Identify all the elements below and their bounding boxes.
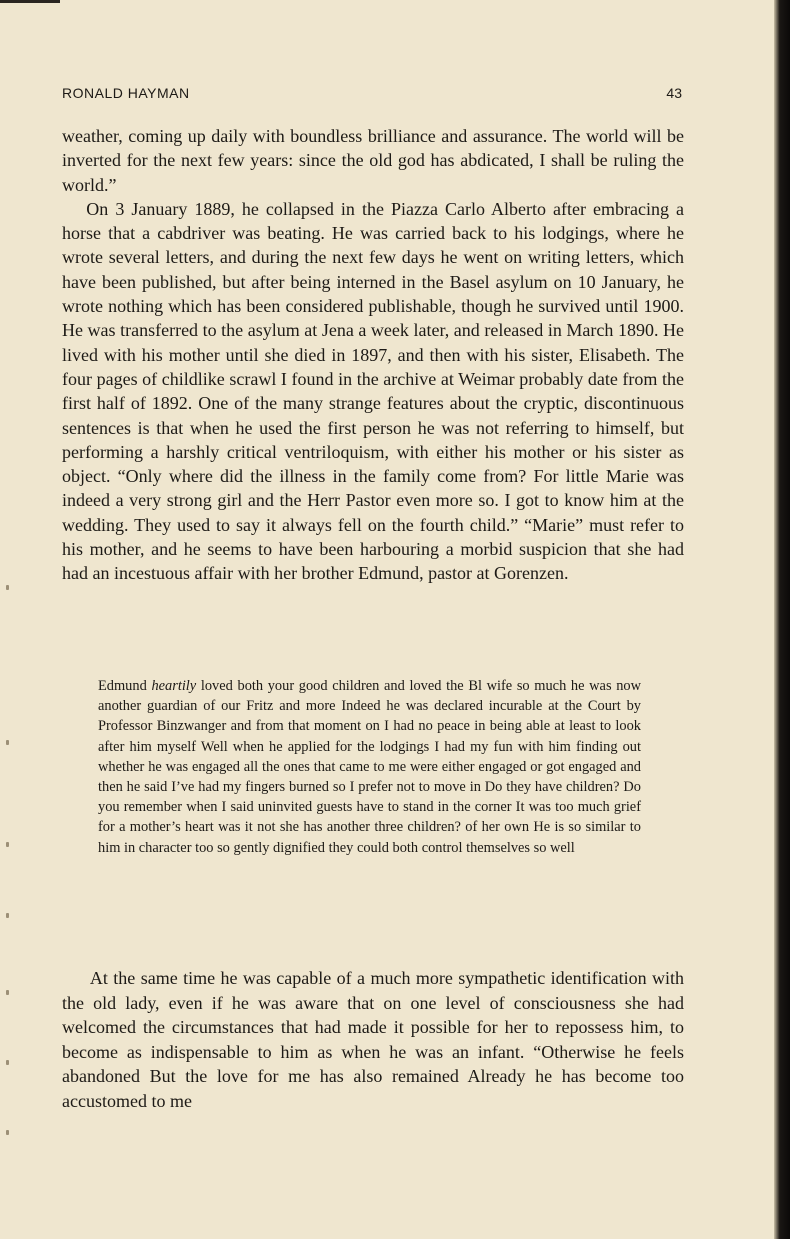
- quote-emphasis: heartily: [151, 678, 197, 694]
- margin-mark: [6, 842, 9, 847]
- quote-lead-word: Edmund: [98, 678, 152, 694]
- paragraph: weather, coming up daily with boundless brilliance and assurance. The world will be inverted for the next few years: since the old god has abdicated, I shall be ruling the world.”: [62, 126, 684, 195]
- margin-mark: [6, 990, 9, 995]
- quote-paragraph: [98, 676, 641, 858]
- margin-mark: [6, 740, 9, 745]
- margin-mark: [6, 1060, 9, 1065]
- paragraph: On 3 January 1889, he collapsed in the Piazza Carlo Alberto after embracing a horse that a cabdriver was beating. He was carried back to his lodgings, where he wrote several letters, and during the next few days he went on writing letters, which have been published, but after being interned in the Basel asylum on 10 January, he wrote nothing which has been considered publishable, though he survived until 1900. He was transferred to the asylum at Jena a week later, and released in March 1890. He lived with his mother until she died in 1897, and then with his sister, Elisabeth. The four pages of childlike scrawl I found in the archive at Weimar probably date from the first half of 1892. One of the many strange features about the cryptic, discontinuous sentences is that when he used the first person he was not referring to himself, but performing a harshly critical ventriloquism, with either his mother or his sister as object. “Only where did the illness in the family come from? For little Marie was indeed a very strong girl and the Herr Pastor even more so. I got to know him at the wedding. They used to say it always fell on the fourth child.” “Marie” must refer to his mother, and he seems to have been harbouring a morbid suspicion that she had had an incestuous affair with her brother Edmund, pastor at Gorenzen.: [62, 198, 684, 584]
- main-text: [62, 124, 684, 586]
- paragraph: At the same time he was capable of a much more sympathetic identification with the old lady, even if he was aware that on one level of consciousness she had welcomed the circumstances that had made it possible for her to repossess him, to become as indispensable to him as when he was an infant. “Otherwise he feels abandoned But the love for me has also remained Already he has become too accustomed to me: [62, 968, 684, 1111]
- margin-mark: [6, 585, 9, 590]
- margin-mark: [6, 913, 9, 918]
- page-number: 43: [666, 85, 682, 101]
- quote-text: loved both your good children and loved the Bl wife so much he was now another guardian of our Fritz and more Indeed he was declared incurable at the Court by Professor Binzwanger and from that moment on I had no peace in being able at least to look after him myself Well when he applied for the lodgings I had my fun with him finding out whether he was engaged all the ones that came to me were either engaged or got engaged and then he said I’ve had my fingers burned so I prefer not to move in Do they have children? Do you remember when I said uninvited guests have to stand in the corner It was too much grief for a mother’s heart was it not she has another three children? of her own He is so similar to him in character too so gently dignified they could both control themselves so well: [98, 678, 641, 856]
- running-head: RONALD HAYMAN: [62, 85, 190, 101]
- page-header: [62, 85, 682, 105]
- closing-text: [62, 966, 684, 1113]
- page-top-edge: [0, 0, 60, 3]
- margin-mark: [6, 1130, 9, 1135]
- book-spine-edge: [774, 0, 790, 1239]
- block-quote: [98, 676, 641, 858]
